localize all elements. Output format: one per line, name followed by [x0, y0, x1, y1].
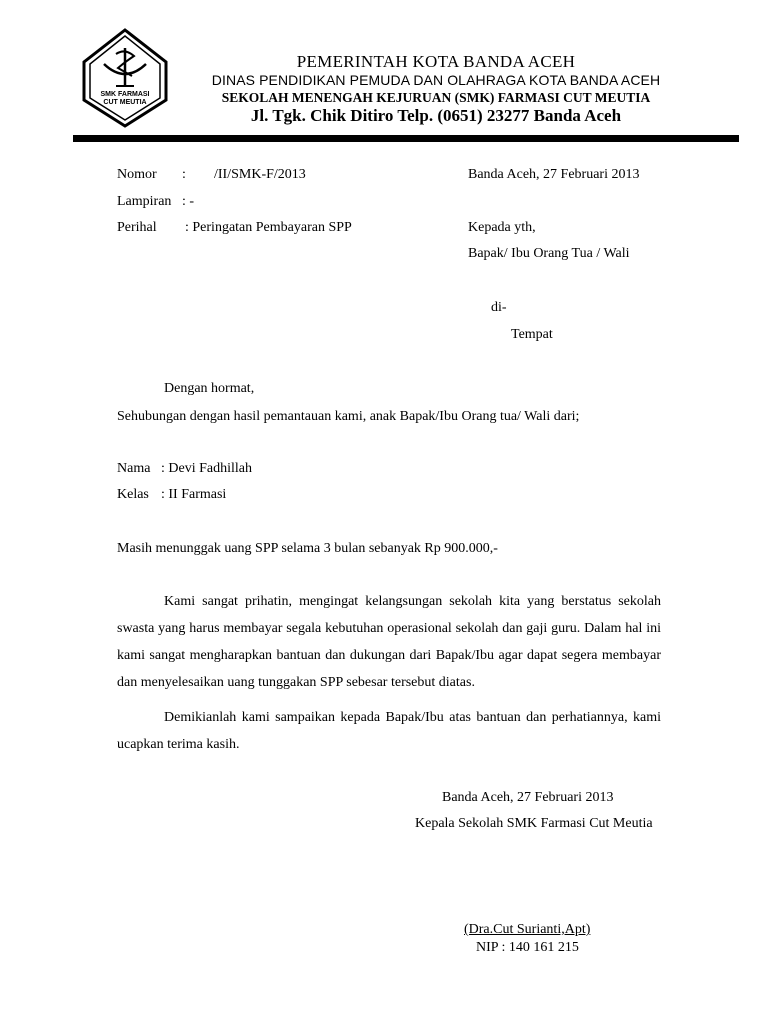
- kelas-value: : II Farmasi: [161, 487, 227, 502]
- perihal-value: : Peringatan Pembayaran SPP: [185, 220, 352, 235]
- letterhead-address: Jl. Tgk. Chik Ditiro Telp. (0651) 23277 Banda Aceh: [250, 106, 622, 125]
- lampiran-label: Lampiran: [117, 194, 172, 209]
- kepada-yth: Kepada yth,: [468, 220, 536, 235]
- nama-value: : Devi Fadhillah: [161, 461, 252, 476]
- nomor-label: Nomor: [117, 167, 157, 182]
- signature-nip: NIP : 140 161 215: [476, 940, 579, 955]
- logo-subname: CUT MEUTIA: [103, 99, 147, 106]
- greeting: Dengan hormat,: [164, 381, 255, 396]
- letterhead-school: SEKOLAH MENENGAH KEJURUAN (SMK) FARMASI CUT MEUTIA: [221, 90, 651, 105]
- kelas-label: Kelas: [117, 487, 149, 502]
- intro-text: Sehubungan dengan hasil pemantauan kami, anak Bapak/Ibu Orang tua/ Wali dari;: [117, 409, 580, 424]
- lampiran-value: : -: [182, 194, 195, 209]
- nomor-value: /II/SMK-F/2013: [214, 167, 306, 182]
- letter-date: Banda Aceh, 27 Februari 2013: [468, 167, 640, 182]
- signature-date: Banda Aceh, 27 Februari 2013: [442, 790, 614, 805]
- recipient: Bapak/ Ibu Orang Tua / Wali: [468, 246, 630, 261]
- arrears-text: Masih menunggak uang SPP selama 3 bulan sebanyak Rp 900.000,-: [117, 541, 498, 556]
- paragraph-closing-text: Demikianlah kami sampaikan kepada Bapak/Ibu atas bantuan dan perhatiannya, kami ucapkan terima kasih.: [117, 710, 661, 752]
- paragraph-concern-text: Kami sangat prihatin, mengingat kelangsungan sekolah kita yang berstatus sekolah swasta yang harus membayar segala kebutuhan operasional sekolah dan gaji guru. Dalam hal ini kami sangat mengharapkan bantuan dan dukungan dari Bapak/Ibu agar dapat segera membayar dan menyelesaikan uang tunggakan SPP sebesar tersebut diatas.: [117, 594, 661, 690]
- letterhead-department: DINAS PENDIDIKAN PEMUDA DAN OLAHRAGA KOTA BANDA ACEH: [211, 72, 661, 88]
- pharmacy-emblem-icon: [80, 28, 170, 128]
- letterhead-government: PEMERINTAH KOTA BANDA ACEH: [296, 52, 576, 71]
- logo-name: SMK FARMASI: [100, 91, 150, 98]
- signature-title: Kepala Sekolah SMK Farmasi Cut Meutia: [415, 816, 653, 831]
- nomor-separator: :: [182, 167, 186, 182]
- paragraph-closing: [117, 704, 661, 758]
- letterhead-divider: [73, 135, 739, 142]
- perihal-label: Perihal: [117, 220, 157, 235]
- signature-name: (Dra.Cut Surianti,Apt): [464, 922, 591, 937]
- school-logo: [80, 28, 170, 128]
- nama-label: Nama: [117, 461, 151, 476]
- paragraph-concern: [117, 588, 661, 696]
- tempat-label: Tempat: [511, 327, 553, 342]
- di-label: di-: [491, 300, 507, 315]
